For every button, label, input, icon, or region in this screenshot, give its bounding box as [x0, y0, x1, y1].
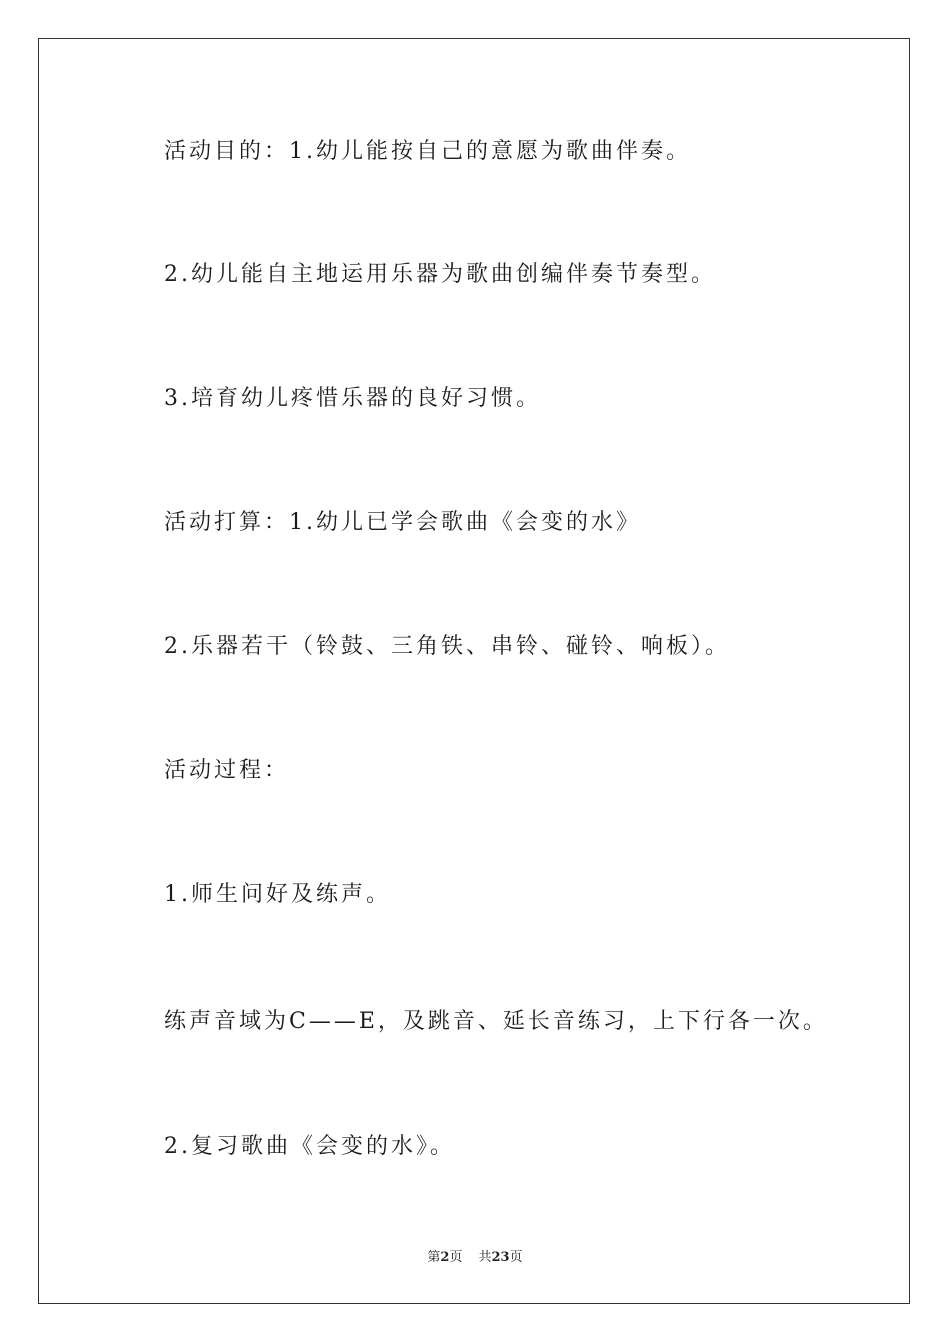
paragraph-process-2: 2.复习歌曲《会变的水》。	[164, 1134, 455, 1159]
paragraph-vocal-range: 练声音域为C——E，及跳音、延长音练习，上下行各一次。	[164, 1009, 828, 1034]
page-border	[38, 38, 910, 1304]
total-suffix: 页	[509, 1250, 523, 1265]
heading-activity-process: 活动过程：	[164, 758, 290, 783]
paragraph-activity-goal: 活动目的：1.幼儿能按自己的意愿为歌曲伴奏。	[164, 139, 691, 164]
page-prefix: 第	[427, 1250, 441, 1265]
page-suffix: 页	[449, 1250, 463, 1265]
page-footer	[0, 1246, 950, 1265]
paragraph-activity-prep: 活动打算：1.幼儿已学会歌曲《会变的水》	[164, 510, 641, 535]
paragraph-prep-2: 2.乐器若干（铃鼓、三角铁、串铃、碰铃、响板）。	[164, 634, 730, 659]
total-pages: 23	[491, 1250, 510, 1265]
paragraph-goal-3: 3.培育幼儿疼惜乐器的良好习惯。	[164, 386, 541, 411]
page-number: 2	[440, 1250, 450, 1265]
total-prefix: 共	[478, 1250, 492, 1265]
paragraph-goal-2: 2.幼儿能自主地运用乐器为歌曲创编伴奏节奏型。	[164, 262, 716, 287]
paragraph-process-1: 1.师生问好及练声。	[164, 882, 391, 907]
